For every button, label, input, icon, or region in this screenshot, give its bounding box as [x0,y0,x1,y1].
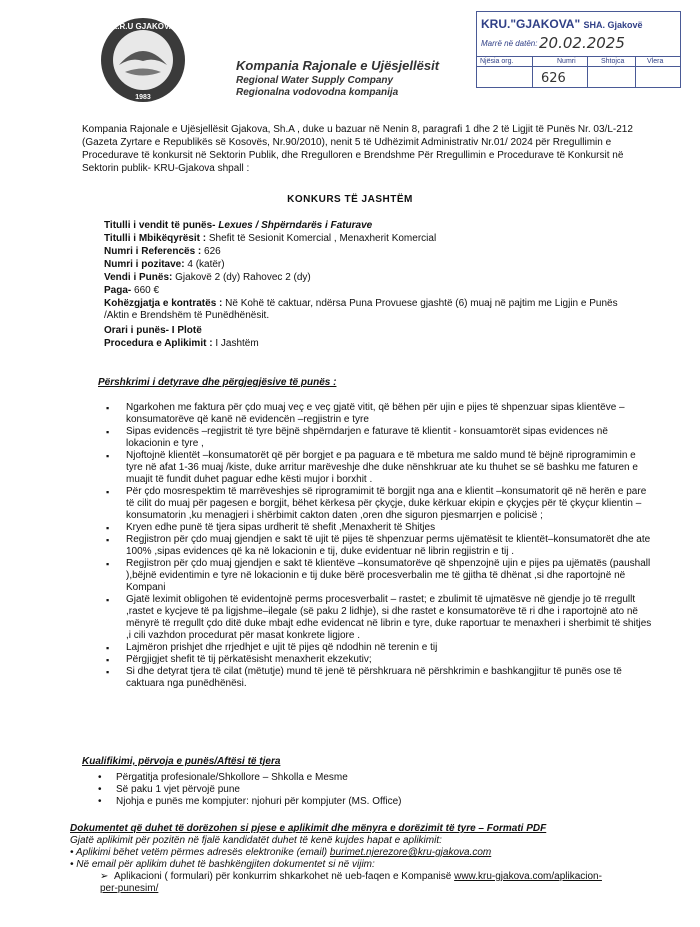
duties-heading: Përshkrimi i detyrave dhe përgjegjësive të punës : [98,377,337,388]
notice-title: KONKURS TË JASHTËM [287,194,413,205]
duty-item: ▪ Përgjigjet shefit të tij përkatësisht menaxherit ekzekutiv; [106,654,654,666]
stamp-col-annex: Shtojca [601,58,625,65]
duty-item: ▪ Për çdo mosrespektim të marrëveshjes së riprogramimit të borgjit nga ana e klientit –konsumatorit që në herën e pare të cilit do muaj për pagesen e borgjit, bëhet kërkesa për çkyçje, duke kërkuar ekipin e çkyçjes për të çkyçur klientin –konsumatorin ,ku menagjeri i shërbimit cakton daten ,oren dhe siguron pjesmarrjen e policisë ; [106,486,654,522]
qualifications-heading: Kualifikimi, përvoja e punës/Aftësi të tjera [82,756,281,767]
application-form-link[interactable]: www.kru-gjakova.com/aplikacion-per-punesim/ [100,871,602,894]
documents-form-line: ➢ Aplikacioni ( formulari) për konkurrim shkarkohet në ueb-faqen e Kompanisë www.kru-gjakova.com/aplikacion-per-punesim/ [100,871,602,894]
registry-stamp [476,11,681,88]
qualification-item: • Së paku 1 vjet përvojë pune [96,784,596,796]
stamp-number: 626 [541,71,566,86]
intro-paragraph: Kompania Rajonale e Ujësjellësit Gjakova, Sh.A , duke u bazuar në Nenin 8, paragrafi 1 dhe 2 të Ligjit të Punës Nr. 03/L-212 (Gazeta Zyrtare e Republikës së Kosovës, Nr.90/2010), nenit 5 të Udhëzimit Administrativ Nr.01/ 2024 për Rregullimin e Procedurave të konkursit në Sektorin Publik, dhe Rregulloren e Brendshme Për Rregullimin e Procedurave të Konkursit në Sektorin publik- KRU-Gjakova shpall : [82,124,633,174]
qualifications-list [96,772,596,808]
stamp-date-label: Marrë në datën: [481,39,538,48]
stamp-date-value: 20.02.2025 [539,34,625,52]
hours-line: Orari i punës- I Plotë [104,325,202,336]
duty-item: ▪ Gjatë leximit obligohen të evidentojnë perms procesverbalit – rastet; e zbulimit të ujmatësve në gjendje jo të rregullt ,rastet e kycjeve të pa ligjshme–ilegale (së paku 2 lidhje), si dhe rastet e konsumatorëve të ri dhe i raportojnë ato në mënyrë të rregullt çdo ditë duke mbajt edhe evidencat në librin e tyre, duke raportuar te menaxheri i sherbimit të shitjes ,i cili vazhdon procedurat për masat konkrete ligjore . [106,594,654,642]
procedure-line: Procedura e Aplikimit : I Jashtëm [104,338,259,349]
salary-line: Paga- 660 € [104,285,160,296]
application-email-link[interactable]: burimet.njerezore@kru-gjakova.com [329,847,492,858]
reference-line: Numri i Referencës : 626 [104,246,221,257]
duty-item: ▪ Regjistron për çdo muaj gjendjen e sakt të ujit të pijes të shpenzuar perms ujëmatësit te klientët–konsumatorët dhe ate 100% ,sipas evidences që ka në lokacionin e tij, duke evidentuar në librin regjistrin e tij . [106,534,654,558]
location-line: Vendi i Punës: Gjakovë 2 (dy) Rahovec 2 (dy) [104,272,311,283]
logo-year: 1983 [135,94,151,101]
job-title-value: Lexues / Shpërndarës i Faturave [218,220,373,231]
stamp-name: KRU."GJAKOVA" [481,17,581,31]
documents-heading: Dokumentet që duhet të dorëzohen si pjese e aplikimit dhe mënyra e dorëzimit të tyre – Formati PDF [70,823,547,834]
duty-item: ▪ Regjistron për çdo muaj gjendjen e sakt të klientëve –konsumatorëve që shpenzojnë ujin e pijes pa ujëmatës (paushall ),bëjnë evidentimin e tyre në lokacionin e tij duke bërë procesverbalin me të gjitha të dhënat ,si dhe raportojnë në Kompani [106,558,654,594]
stamp-suffix: SHA. Gjakovë [583,20,643,30]
duty-item: ▪ Sipas evidencës –regjistrit të tyre bëjnë shpërndarjen e faturave të klientit - konsuamtorët sipas evidences në lokacionin e tyre , [106,426,654,450]
stamp-col-value: Vlera [647,58,664,65]
duty-item: ▪ Si dhe detyrat tjera të cilat (mëtutje) mund të jenë të përshkruara në përshkrimin e bashkangjitur të punës ose të caktuara nga punëdhënësi. [106,666,654,690]
stamp-grid [477,56,680,88]
company-name-en: Regional Water Supply Company [236,75,394,86]
duty-item: ▪ Lajmëron prishjet dhe rrjedhjet e ujit të pijes që ndodhin në terenin e tij [106,642,654,654]
stamp-col-org: Njësia org. [480,58,514,65]
duties-list [106,402,654,690]
documents-email-line: • Aplikimi bëhet vetëm përmes adresës elektronike (email) burimet.njerezore@kru-gjakova.com [70,847,492,858]
job-title-line: Titulli i vendit të punës- Lexues / Shpërndarës i Faturave [104,220,373,231]
documents-attach-line: • Në email për aplikim duhet të bashkëngjiten dokumentet si në vijim: [70,859,375,870]
positions-line: Numri i pozitave: 4 (katër) [104,259,225,270]
duty-item: ▪ Kryen edhe punë të tjera sipas urdherit të shefit ,Menaxherit të Shitjes [106,522,654,534]
duty-item: ▪ Njoftojnë klientët –konsumatorët që për borgjet e pa paguara e të mbetura me saldo mund të bëjnë riprogramimin e tyre në afat 1-36 muaj /kiste, duke arritur marëveshje dhe duke nënshkruar ate ku thuhet se së bashku me faturen e muajit të fundit duhet paguar edhe kësti mujor i borxhit . [106,450,654,486]
duration-line: Kohëzgjatja e kontratës : Në Kohë të caktuar, ndërsa Puna Provuese gjashtë (6) muaj në pajtim me Ligjin e Punës /Aktin e Brendshëm të Punëdhënësit. [104,298,618,321]
qualification-item: • Përgatitja profesionale/Shkollore – Shkolla e Mesme [96,772,596,784]
duty-item: ▪ Ngarkohen me faktura për çdo muaj veç e veç gjatë vitit, që bëhen për ujin e pijes të shpenzuar sipas klientëve –konsumatorëve që kanë në evidencën –regjistrin e tyre [106,402,654,426]
qualification-item: • Njohja e punës me kompjuter: njohuri për kompjuter (MS. Office) [96,796,596,808]
logo-text-top: K.R.U GJAKOVA [111,22,175,31]
documents-section [70,823,610,895]
company-name-sr: Regionalna vodovodna kompanija [236,87,399,98]
company-name-al: Kompania Rajonale e Ujësjellësit [236,58,440,73]
stamp-col-number: Numri [557,58,576,65]
supervisor-line: Titulli i Mbikëqyrësit : Shefit të Sesionit Komercial , Menaxherit Komercial [104,233,437,244]
documents-intro: Gjatë aplikimit për pozitën në fjalë kandidatët duhet të kenë kujdes hapat e aplikimit: [70,835,442,846]
kru-gjakova-logo [99,17,187,103]
